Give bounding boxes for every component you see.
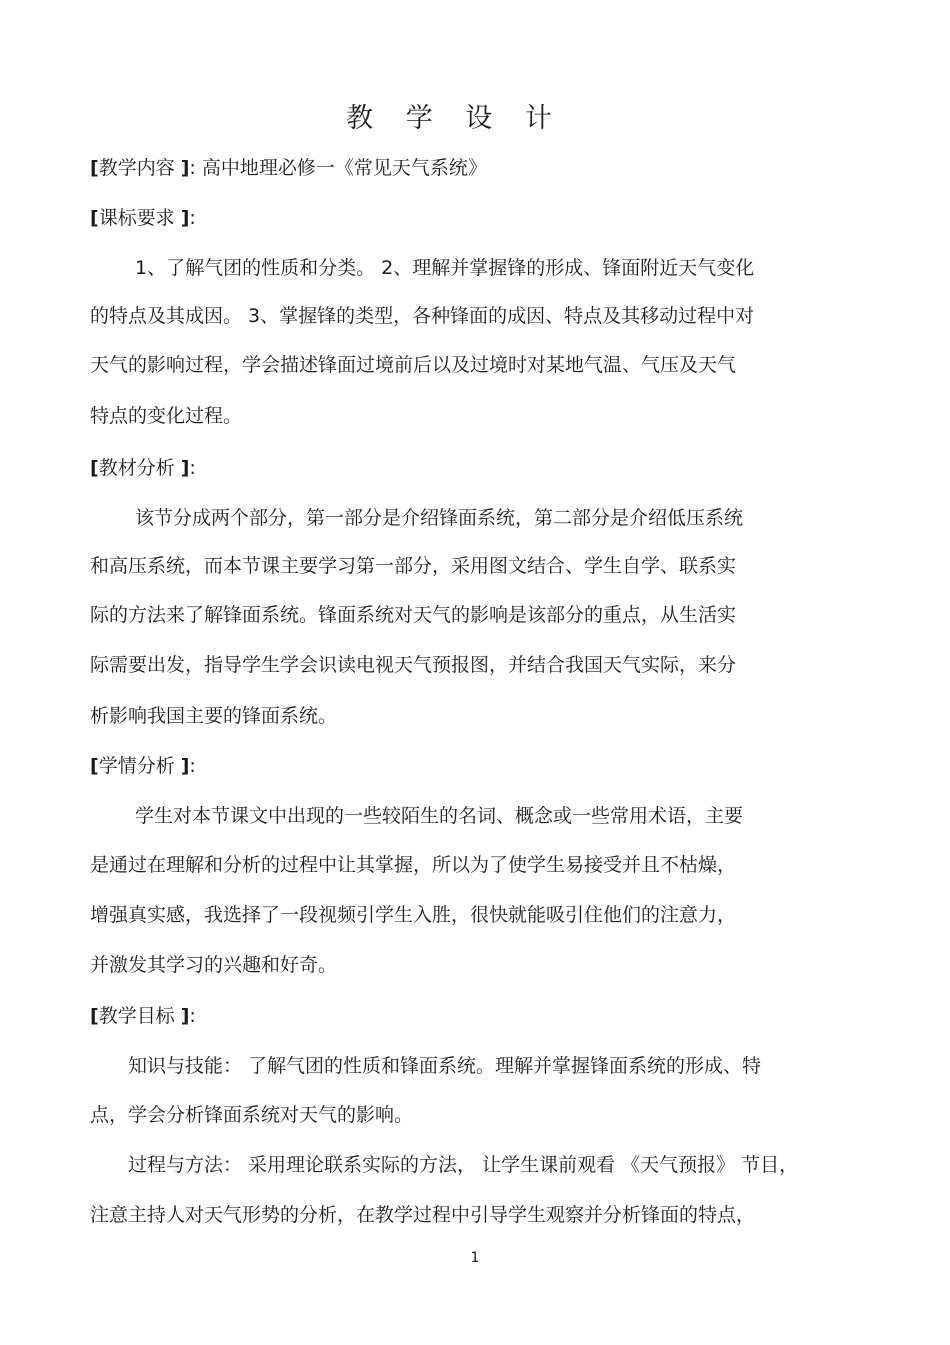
- paragraph-line: 际需要出发，指导学生学会识读电视天气预报图，并结合我国天气实际，来分: [90, 654, 737, 676]
- section-heading-teaching-content: [教学内容 ]: 高中地理必修一《常见天气系统》: [90, 157, 487, 179]
- page-number: 1: [470, 1250, 480, 1266]
- paragraph-line: 点，学会分析锋面系统对天气的影响。: [90, 1104, 414, 1126]
- document-title: 教 学 设 计: [346, 103, 564, 134]
- paragraph-line: 的特点及其成因。 3、掌握锋的类型，各种锋面的成因、特点及其移动过程中对: [90, 305, 755, 327]
- paragraph-line: 1、了解气团的性质和分类。 2、理解并掌握锋的形成、锋面附近天气变化: [135, 257, 755, 279]
- section-heading-student-analysis: [学情分析 ]:: [90, 755, 196, 777]
- paragraph-line: 该节分成两个部分，第一部分是介绍锋面系统，第二部分是介绍低压系统: [135, 507, 744, 529]
- section-heading-teaching-objectives: [教学目标 ]:: [90, 1005, 196, 1027]
- paragraph-line: 天气的影响过程，学会描述锋面过境前后以及过境时对某地气温、气压及天气: [90, 354, 737, 376]
- paragraph-line: 和高压系统，而本节课主要学习第一部分，采用图文结合、学生自学、联系实: [90, 555, 737, 577]
- paragraph-line: 是通过在理解和分析的过程中让其掌握，所以为了使学生易接受并且不枯燥，: [90, 854, 737, 876]
- paragraph-line: 际的方法来了解锋面系统。锋面系统对天气的影响是该部分的重点，从生活实: [90, 604, 737, 626]
- paragraph-line: 增强真实感，我选择了一段视频引学生入胜，很快就能吸引住他们的注意力，: [90, 904, 737, 926]
- paragraph-line: 注意主持人对天气形势的分析，在教学过程中引导学生观察并分析锋面的特点，: [90, 1204, 756, 1226]
- section-heading-curriculum-requirements: [课标要求 ]:: [90, 207, 196, 229]
- paragraph-line: 并激发其学习的兴趣和好奇。: [90, 954, 338, 976]
- section-heading-textbook-analysis: [教材分析 ]:: [90, 457, 196, 479]
- paragraph-line: 析影响我国主要的锋面系统。: [90, 705, 338, 727]
- paragraph-line: 知识与技能： 了解气团的性质和锋面系统。理解并掌握锋面系统的形成、特: [128, 1055, 762, 1077]
- paragraph-line: 特点的变化过程。: [90, 405, 243, 427]
- paragraph-line: 过程与方法： 采用理论联系实际的方法， 让学生课前观看 《天气预报》 节目，: [128, 1154, 799, 1176]
- paragraph-line: 学生对本节课文中出现的一些较陌生的名词、概念或一些常用术语，主要: [135, 805, 744, 827]
